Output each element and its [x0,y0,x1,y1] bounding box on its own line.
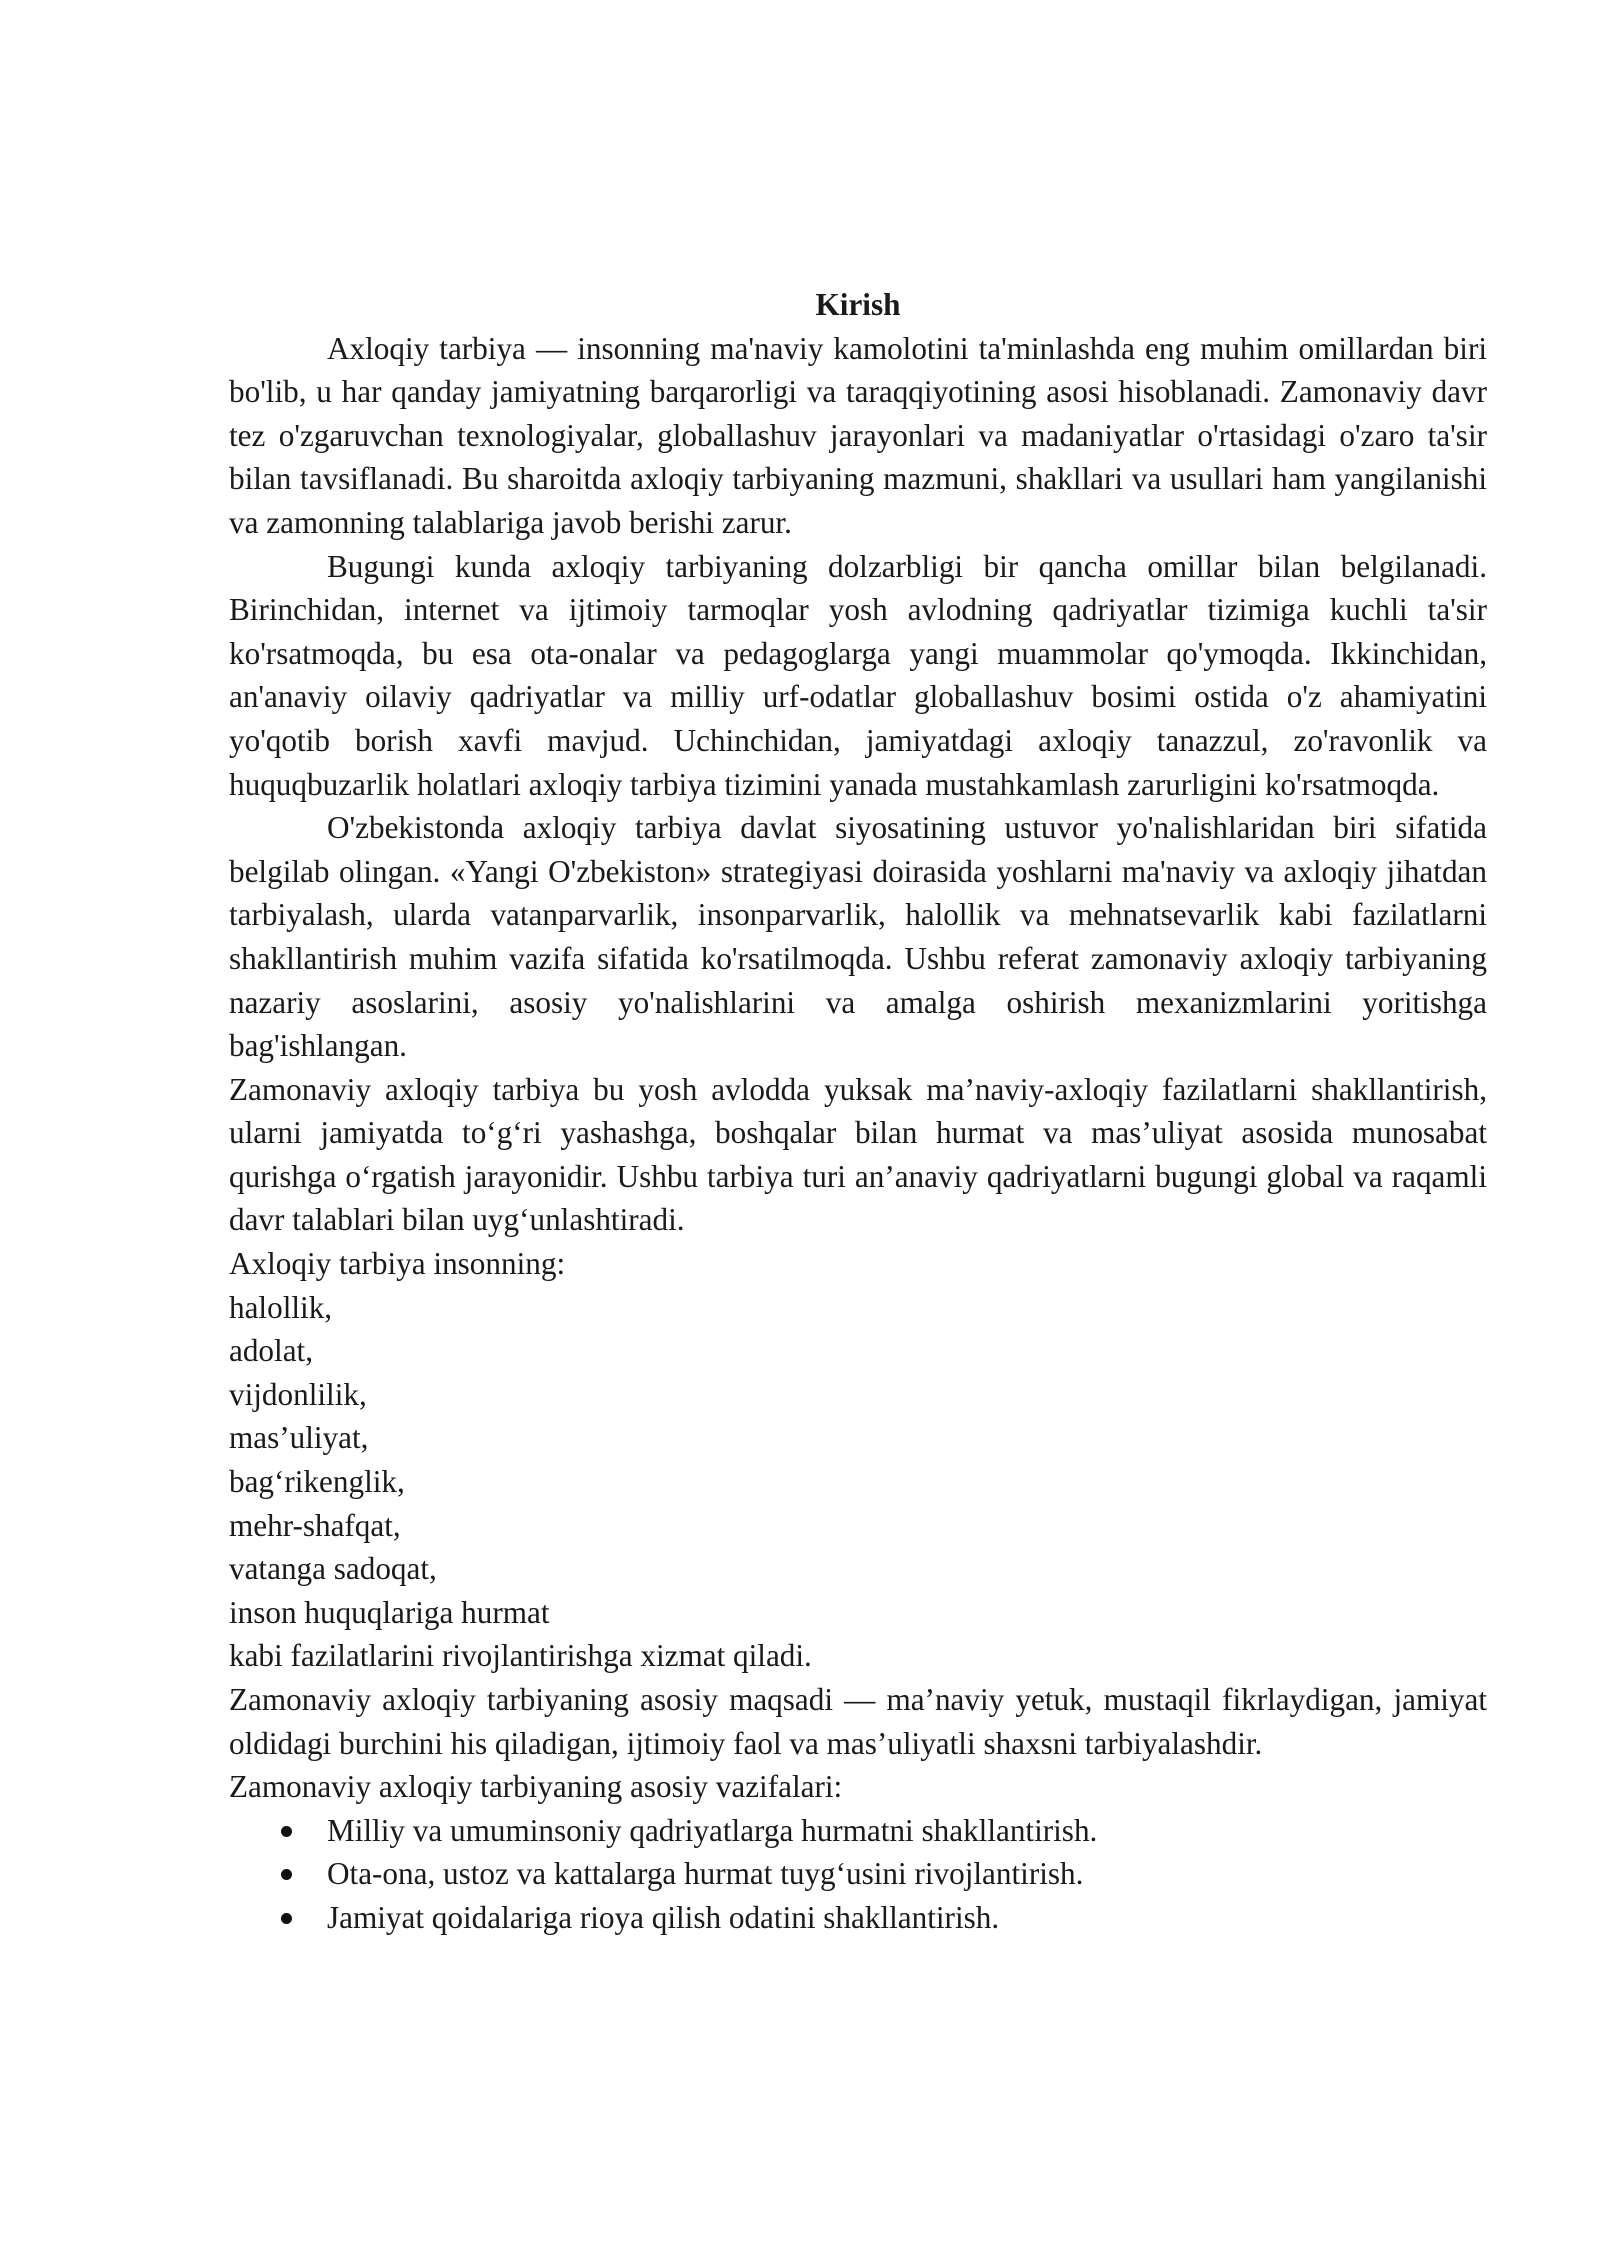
task-text: Jamiyat qoidalariga rioya qilish odatini shakllantirish. [327,1899,1000,1935]
virtue-item: vijdonlilik, [229,1376,367,1412]
virtues-outro: kabi fazilatlarini rivojlantirishga xizmat qiladi. [229,1638,812,1674]
virtues-intro: Axloqiy tarbiya insonning: [229,1246,566,1282]
virtue-item: inson huquqlariga hurmat [229,1594,550,1630]
virtue-item: adolat, [229,1333,313,1369]
virtue-item: bag‘rikenglik, [229,1464,405,1500]
intro-paragraph-3: O'zbekistonda axloqiy tarbiya davlat siyosatining ustuvor yo'nalishlaridan biri sifatida belgilab olingan. «Yangi O'zbekiston» strategiyasi doirasida yoshlarni ma'naviy va axloqiy jihatdan tarbiyalash, ularda vatanparvarlik, insonparvarlik, halollik va mehnatsevarlik kabi fazilatlarni shakllantirish muhim vazifa sifatida ko'rsatilmoqda. Ushbu referat zamonaviy axloqiy tarbiyaning nazariy asoslarini, asosiy yo'nalishlarini va amalga oshirish mexanizmlarini yoritishga bag'ishlangan. [229,810,1487,1064]
task-text: Milliy va umuminsoniy qadriyatlarga hurmatni shakllantirish. [327,1812,1098,1848]
virtue-item: halollik, [229,1289,333,1325]
goal-paragraph: Zamonaviy axloqiy tarbiyaning asosiy maqsadi — ma’naviy yetuk, mustaqil fikrlaydigan, jamiyat oldidagi burchini his qiladigan, ijtimoiy faol va mas’uliyatli shaxsni tarbiyalashdir. [229,1682,1487,1761]
task-item [229,1896,1487,1940]
bullet-icon [281,1913,292,1924]
task-item [229,1809,1487,1853]
intro-paragraph-1: Axloqiy tarbiya — insonning ma'naviy kamolotini ta'minlashda eng muhim omillardan biri bo'lib, u har qanday jamiyatning barqarorligi va taraqqiyotining asosi hisoblanadi. Zamonaviy davr tez o'zgaruvchan texnologiyalar, globallashuv jarayonlari va madaniyatlar o'rtasidagi o'zaro ta'sir bilan tavsiflanadi. Bu sharoitda axloqiy tarbiyaning mazmuni, shakllari va usullari ham yangilanishi va zamonning talablariga javob berishi zarur. [229,330,1487,540]
task-text: Ota-ona, ustoz va kattalarga hurmat tuyg‘usini rivojlantirish. [327,1856,1084,1892]
virtue-item: mas’uliyat, [229,1420,369,1456]
document-page [229,283,1487,1940]
page-title: Kirish [815,287,901,322]
tasks-list [229,1809,1487,1940]
virtue-item: mehr-shafqat, [229,1507,401,1543]
intro-paragraph-2: Bugungi kunda axloqiy tarbiyaning dolzarbligi bir qancha omillar bilan belgilanadi. Birinchidan, internet va ijtimoiy tarmoqlar yosh avlodning qadriyatlar tizimiga kuchli ta'sir ko'rsatmoqda, bu esa ota-onalar va pedagoglarga yangi muammolar qo'ymoqda. Ikkinchidan, an'anaviy oilaviy qadriyatlar va milliy urf-odatlar globallashuv bosimi ostida o'z ahamiyatini yo'qotib borish xavfi mavjud. Uchinchidan, jamiyatdagi axloqiy tanazzul, zo'ravonlik va huquqbuzarlik holatlari axloqiy tarbiya tizimini yanada mustahkamlash zarurligini ko'rsatmoqda. [229,548,1487,802]
virtue-item: vatanga sadoqat, [229,1551,437,1587]
bullet-icon [281,1826,292,1837]
bullet-icon [281,1869,292,1880]
tasks-intro: Zamonaviy axloqiy tarbiyaning asosiy vazifalari: [229,1769,843,1805]
task-item [229,1852,1487,1896]
modern-education-paragraph: Zamonaviy axloqiy tarbiya bu yosh avlodda yuksak ma’naviy-axloqiy fazilatlarni shakllantirish, ularni jamiyatda to‘g‘ri yashashga, boshqalar bilan hurmat va mas’uliyat asosida munosabat qurishga o‘rgatish jarayonidir. Ushbu tarbiya turi an’anaviy qadriyatlarni bugungi global va raqamli davr talablari bilan uyg‘unlashtiradi. [229,1071,1487,1238]
